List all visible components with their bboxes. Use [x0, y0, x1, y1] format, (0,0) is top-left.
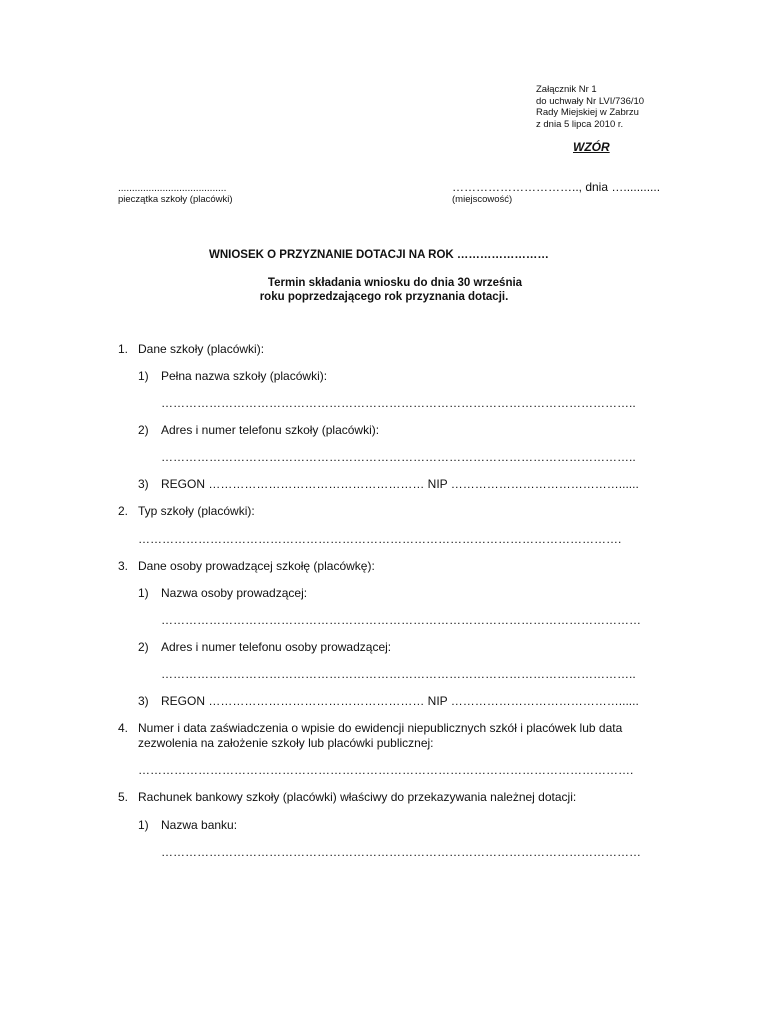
section-3-item-2-number: 2) [138, 640, 149, 654]
place-date-fill-line: ………………………….., dnia …........... [452, 180, 661, 194]
section-5-item-1-number: 1) [138, 818, 149, 832]
section-1-item-1-label: Pełna nazwa szkoły (placówki): [161, 369, 328, 383]
section-5-item-1-label: Nazwa banku: [161, 818, 238, 832]
section-3-item-1-label: Nazwa osoby prowadzącej: [161, 586, 308, 600]
annex-line-3: Rady Miejskiej w Zabrzu [536, 107, 639, 118]
section-1-item-3-number: 3) [138, 477, 149, 491]
section-1-item-1-number: 1) [138, 369, 149, 383]
section-3-number: 3. [118, 559, 129, 573]
annex-line-2: do uchwały Nr LVI/736/10 [536, 95, 645, 107]
section-5-number: 5. [118, 790, 129, 804]
deadline-line-1: Termin składania wniosku do dnia 30 września [267, 277, 523, 289]
section-1-number: 1. [118, 342, 129, 356]
section-1-label: Dane szkoły (placówki): [138, 342, 265, 356]
operator-regon-nip-line: REGON ……………………………………………… NIP ……………………………………...... [161, 694, 639, 708]
school-name-fill-line: ……………………………………………………………………………………………………….. [161, 396, 636, 410]
template-label: WZÓR [573, 140, 610, 154]
stamp-caption: pieczątka szkoły (placówki) [118, 194, 233, 205]
section-3-label: Dane osoby prowadzącej szkołę (placówkę): [138, 559, 375, 573]
section-4-number: 4. [118, 721, 129, 735]
place-caption: (miejscowość) [452, 194, 513, 205]
section-1-item-2-label: Adres i numer telefonu szkoły (placówki): [161, 423, 380, 437]
section-2-number: 2. [118, 504, 129, 518]
section-5-label: Rachunek bankowy szkoły (placówki) właściwy do przekazywania należnej dotacji: [138, 790, 577, 804]
annex-line-1: Załącznik Nr 1 [536, 84, 597, 95]
annex-note [536, 84, 644, 130]
registration-fill-line: ……………………………………………………………………………………………………………. [138, 763, 634, 777]
school-type-fill-line: …………………………………………………………………………………………………………. [138, 532, 622, 546]
deadline-line-2: roku poprzedzającego rok przyznania dotacji. [259, 291, 509, 303]
school-regon-nip-line: REGON ……………………………………………… NIP ……………………………………...... [161, 477, 639, 491]
section-3-item-3-number: 3) [138, 694, 149, 708]
operator-address-fill-line: ……………………………………………………………………………………………………….. [161, 667, 636, 681]
bank-name-fill-line: ………………………………………………………………………………………………………… [161, 845, 641, 859]
section-4-label-line-1: Numer i data zaświadczenia o wpisie do ewidencji niepublicznych szkół i placówek lub data [138, 721, 623, 735]
section-3-item-2-label: Adres i numer telefonu osoby prowadzącej: [161, 640, 392, 654]
section-3-item-1-number: 1) [138, 586, 149, 600]
document-title: WNIOSEK O PRZYZNANIE DOTACJI NA ROK …………………… [209, 249, 549, 261]
section-1-item-2-number: 2) [138, 423, 149, 437]
section-2-label: Typ szkoły (placówki): [138, 504, 255, 518]
section-4-label-line-2: zezwolenia na założenie szkoły lub placówki publicznej: [138, 736, 434, 750]
operator-name-fill-line: ………………………………………………………………………………………………………… [161, 613, 641, 627]
stamp-fill-line: ....................................... [118, 183, 227, 194]
annex-line-4: z dnia 5 lipca 2010 r. [536, 118, 624, 130]
school-address-fill-line: ……………………………………………………………………………………………………….. [161, 450, 636, 464]
